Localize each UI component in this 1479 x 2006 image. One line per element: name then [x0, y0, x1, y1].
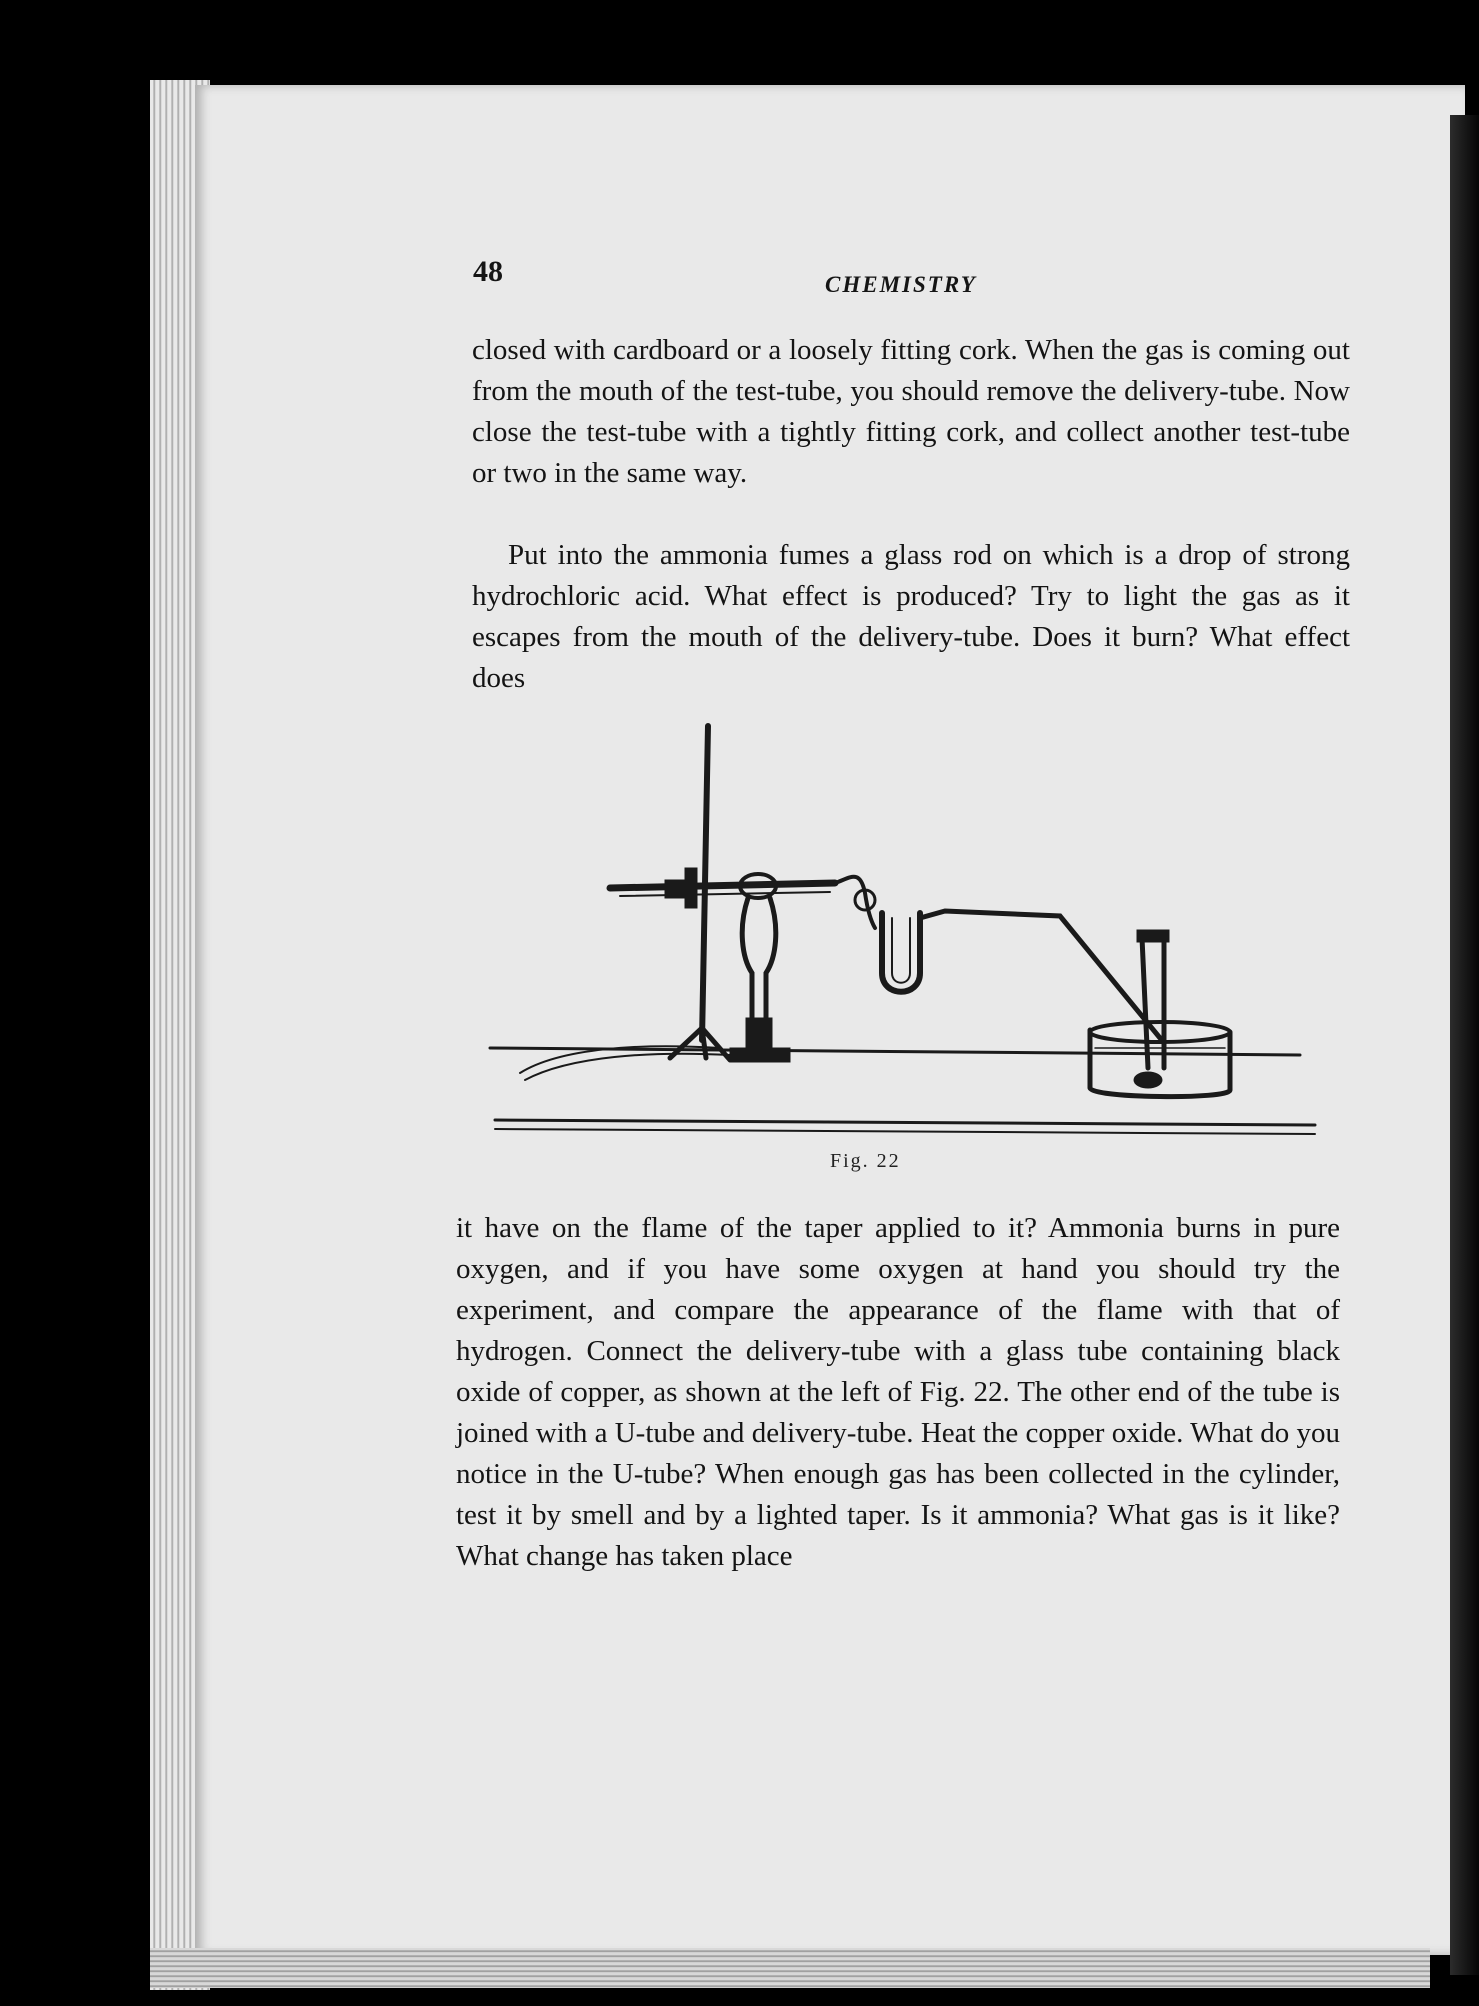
burner-base	[730, 1048, 790, 1062]
burner-flame-left	[742, 898, 752, 1038]
running-head: CHEMISTRY	[825, 272, 977, 297]
burner-flame-right	[766, 898, 776, 1038]
paragraph-3-text: it have on the flame of the taper applied to it? Ammonia burns in pure oxygen, and if you have some oxygen at hand you should try the experiment, and compare the appearance of the flame with that of hydrogen. Connect the delivery-tube with a glass tube containing black oxide of copper, as shown at the left of Fig. 22. The other end of the tube is joined with a U-tube and delivery-tube. Heat the copper oxide. What do you notice in the U-tube? When enough gas has been collected in the cylinder, test it by smell and by a lighted taper. Is it ammonia? What gas is it like? What change has taken place	[456, 1212, 1340, 1572]
page-edges-bottom	[150, 1948, 1430, 1988]
cylinder-mouth	[1137, 930, 1169, 942]
u-tube	[882, 913, 920, 992]
paragraph-1	[472, 330, 1350, 494]
paragraph-3	[456, 1208, 1340, 1577]
oxide-tube	[610, 883, 835, 888]
u-tube-inner	[892, 918, 910, 983]
paragraph-2	[472, 535, 1350, 699]
paragraph-1-text: closed with cardboard or a loosely fitting cork. When the gas is coming out from the mouth of the test-tube, you should remove the delivery-tube. Now close the test-tube with a tightly fitting cork, and collect another test-tube or two in the same way.	[472, 334, 1350, 489]
figure-rule-2	[495, 1129, 1315, 1134]
apparatus-illustration	[480, 718, 1340, 1158]
figure-rule-1	[495, 1120, 1315, 1125]
figure-caption: Fig. 22	[830, 1150, 901, 1172]
burner-body	[746, 1018, 772, 1048]
binding-gutter	[1450, 115, 1479, 1975]
delivery-tube	[920, 911, 1160, 1038]
oxide-tube-inner	[620, 892, 830, 896]
tube-end	[1134, 1072, 1162, 1088]
paragraph-2-text: Put into the ammonia fumes a glass rod on which is a drop of strong hydrochloric acid. What effect is produced? Try to light the gas as it escapes from the mouth of the delivery-tube. Does it burn? What effect does	[472, 539, 1350, 694]
page-number: 48	[473, 255, 503, 288]
apparatus-figure	[480, 718, 1340, 1158]
